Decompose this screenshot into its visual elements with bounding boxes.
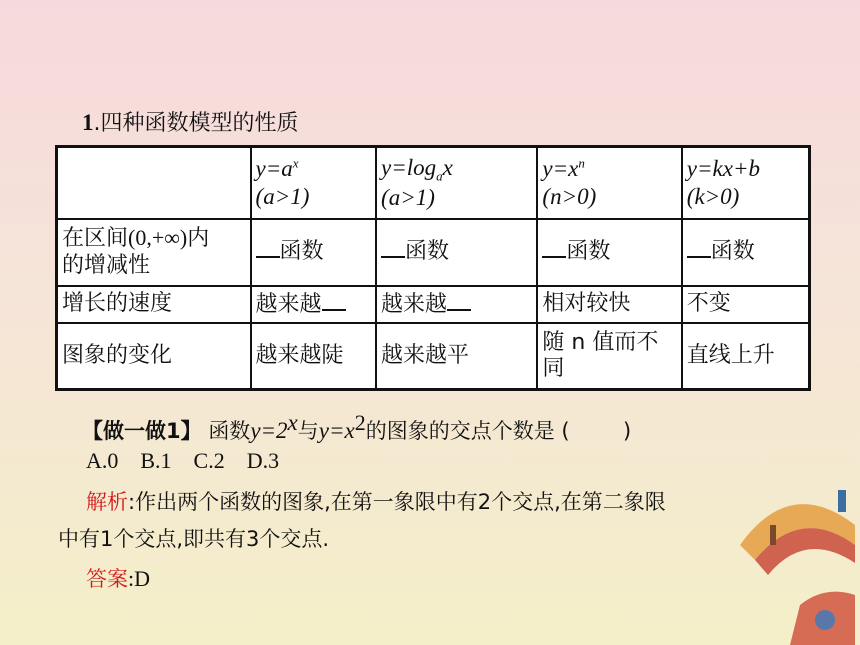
fill-blank [447, 291, 471, 311]
table-row-growth [57, 286, 810, 323]
fill-blank [687, 238, 711, 258]
exercise-tag: 【做一做1】 [82, 419, 202, 443]
table-cell: 函数 [682, 219, 810, 286]
table-row-monotonicity [57, 219, 810, 286]
table-cell: 函数 [251, 219, 377, 286]
table-cell: 不变 [682, 286, 810, 323]
table-cell: 越来越陡 [251, 323, 377, 390]
fill-blank [381, 238, 405, 258]
fill-blank [322, 291, 346, 311]
answer-label: 答案 [86, 567, 128, 591]
decorative-arch-illustration [730, 485, 860, 645]
table-cell: 越来越 [376, 286, 537, 323]
row-label-graph: 图象的变化 [57, 323, 251, 390]
row-label-monotonicity: 在区间(0,+∞)内 的增减性 [57, 219, 251, 286]
table-cell: 函数 [537, 219, 681, 286]
heading-number: 1 [82, 110, 94, 135]
header-logarithmic: $y=\log_ax$ (a>1) [376, 147, 537, 219]
answer-parenthesis: ( ) [561, 419, 632, 443]
section-heading [82, 106, 299, 137]
table-cell: 相对较快 [537, 286, 681, 323]
table-cell: 随 n 值而不同 [537, 323, 681, 390]
table-cell: 直线上升 [682, 323, 810, 390]
exercise-question: 【做一做1】 函数$y=2^x$与$y=x^2$的图象的交点个数是 ( ) [82, 410, 632, 443]
table-row-graph [57, 323, 810, 390]
table-cell: 越来越平 [376, 323, 537, 390]
fill-blank [542, 238, 566, 258]
table-header-row [57, 147, 810, 219]
function-properties-table [55, 145, 811, 391]
header-linear: y=kx+b (k>0) [682, 147, 810, 219]
answer-line: 答案:D [86, 566, 150, 591]
heading-text: .四种函数模型的性质 [93, 111, 299, 136]
row-label-growth: 增长的速度 [57, 286, 251, 323]
analysis-label: 解析 [86, 490, 128, 514]
fill-blank [256, 238, 280, 258]
analysis-line-2: 中有1个交点,即共有3个交点. [58, 527, 330, 551]
analysis-line-1: 解析:作出两个函数的图象,在第一象限中有2个交点,在第二象限 [86, 490, 666, 514]
exercise-options: A.0 B.1 C.2 D.3 [86, 448, 280, 473]
header-empty-cell [57, 147, 251, 219]
table-cell: 函数 [376, 219, 537, 286]
header-exponential: $y=a^x$ (a>1) [251, 147, 377, 219]
header-power: $y=x^n$ (n>0) [537, 147, 681, 219]
table-cell: 越来越 [251, 286, 377, 323]
